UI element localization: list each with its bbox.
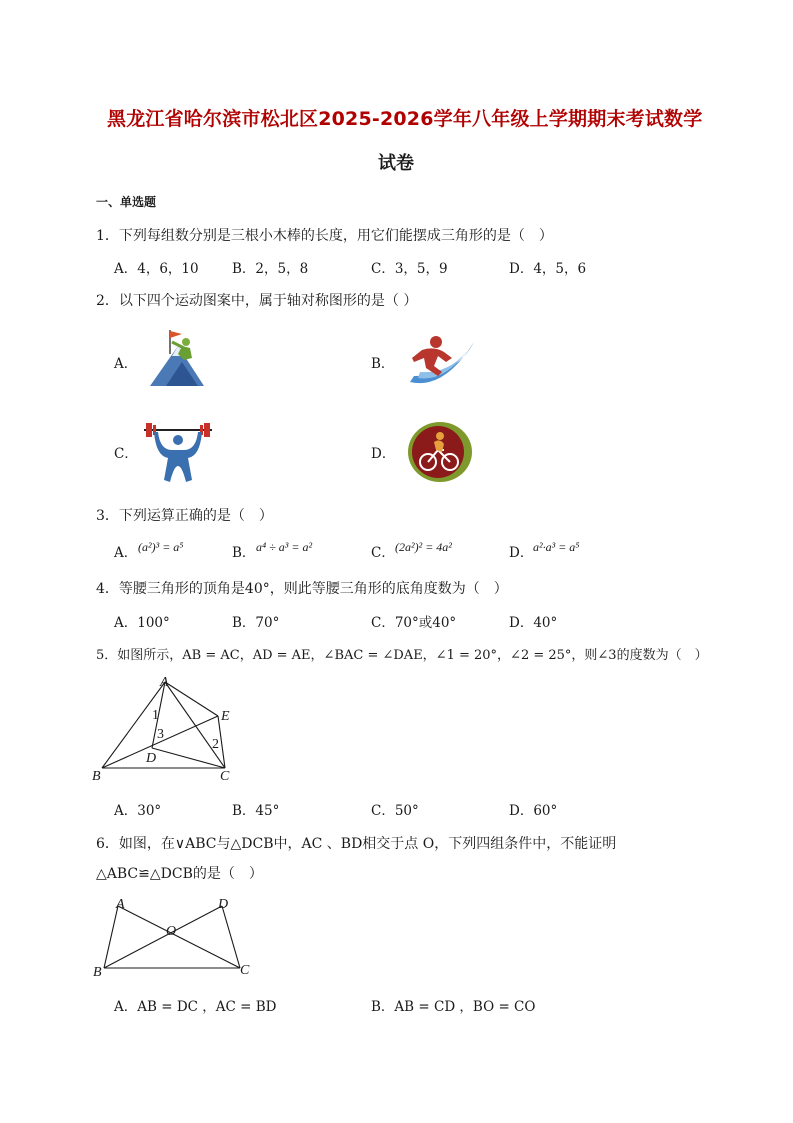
question-6-stem-line1: 6．如图，在∨ABC与△DCB中，AC 、BD相交于点 O，下列四组条件中，不能证明 bbox=[96, 836, 617, 852]
question-5-option-a: A．30° bbox=[114, 803, 162, 819]
question-4-option-c: C．70°或40° bbox=[371, 615, 457, 631]
question-3-option-b-label: B． bbox=[232, 545, 256, 561]
question-6-stem-line2: △ABC≌△DCB的是（ ） bbox=[96, 866, 263, 882]
climbing-icon bbox=[148, 328, 206, 388]
question-6-option-b: B．AB = CD ，BO = CO bbox=[371, 999, 536, 1015]
q6-label-b: B bbox=[93, 965, 102, 980]
q6-label-a: A bbox=[116, 897, 125, 912]
cycling-icon bbox=[406, 420, 474, 484]
question-6-option-a: A．AB = DC ，AC = BD bbox=[114, 999, 277, 1015]
question-1-option-b: B．2，5，8 bbox=[232, 261, 309, 277]
q6-label-o: O bbox=[166, 924, 177, 939]
question-5-option-d: D．60° bbox=[509, 803, 558, 819]
question-1-option-a: A．4，6，10 bbox=[114, 261, 199, 277]
question-3-option-c-label: C． bbox=[371, 545, 395, 561]
question-4-stem: 4．等腰三角形的顶角是40°，则此等腰三角形的底角度数为（ ） bbox=[96, 581, 508, 597]
question-2-option-d: D． bbox=[371, 446, 396, 462]
question-3-option-a-label: A． bbox=[114, 545, 138, 561]
question-3-option-c: (2a²)² = 4a² bbox=[395, 540, 452, 554]
q5-angle-3: 3 bbox=[157, 727, 164, 742]
question-2-option-b: B． bbox=[371, 356, 395, 372]
question-5-option-b: B．45° bbox=[232, 803, 280, 819]
page-title: 黑龙江省哈尔滨市松北区2025-2026学年八年级上学期期末考试数学 bbox=[107, 108, 703, 130]
question-5-stem: 5．如图所示，AB = AC，AD = AE，∠BAC = ∠DAE，∠1 = 20°，∠2 = 25°，则∠3的度数为（ ） bbox=[96, 648, 708, 663]
section-heading: 一、单选题 bbox=[96, 195, 157, 209]
question-5-figure bbox=[90, 674, 240, 786]
question-2-option-a: A． bbox=[114, 356, 138, 372]
question-3-option-d-label: D． bbox=[509, 545, 534, 561]
question-4-option-b: B．70° bbox=[232, 615, 280, 631]
question-1-option-c: C．3，5，9 bbox=[371, 261, 448, 277]
runner-icon bbox=[404, 332, 480, 390]
question-4-option-d: D．40° bbox=[509, 615, 558, 631]
question-4-option-a: A．100° bbox=[114, 615, 170, 631]
question-3-option-b: a⁴ ÷ a³ = a² bbox=[256, 540, 313, 554]
question-1-option-d: D．4，5，6 bbox=[509, 261, 587, 277]
q5-label-b: B bbox=[92, 769, 101, 784]
question-3-stem: 3．下列运算正确的是（ ） bbox=[96, 508, 273, 524]
question-3-option-a: (a²)³ = a⁵ bbox=[138, 540, 184, 554]
page-title-line2: 试卷 bbox=[378, 153, 414, 174]
question-2-stem: 2．以下四个运动图案中，属于轴对称图形的是（ ） bbox=[96, 293, 418, 309]
q5-label-e: E bbox=[221, 709, 230, 724]
q5-label-c: C bbox=[220, 769, 230, 784]
q5-label-d: D bbox=[146, 751, 157, 766]
q5-angle-2: 2 bbox=[212, 737, 219, 752]
q5-label-a: A bbox=[160, 675, 169, 690]
q6-label-c: C bbox=[240, 963, 250, 978]
question-2-option-c: C． bbox=[114, 446, 138, 462]
question-5-option-c: C．50° bbox=[371, 803, 419, 819]
weightlifting-icon bbox=[140, 420, 216, 486]
q5-angle-1: 1 bbox=[152, 708, 159, 723]
question-1-stem: 1．下列每组数分别是三根小木棒的长度，用它们能摆成三角形的是（ ） bbox=[96, 228, 553, 244]
question-3-option-d: a²·a³ = a⁵ bbox=[533, 540, 580, 554]
q6-label-d: D bbox=[218, 897, 229, 912]
question-6-figure bbox=[90, 894, 260, 980]
